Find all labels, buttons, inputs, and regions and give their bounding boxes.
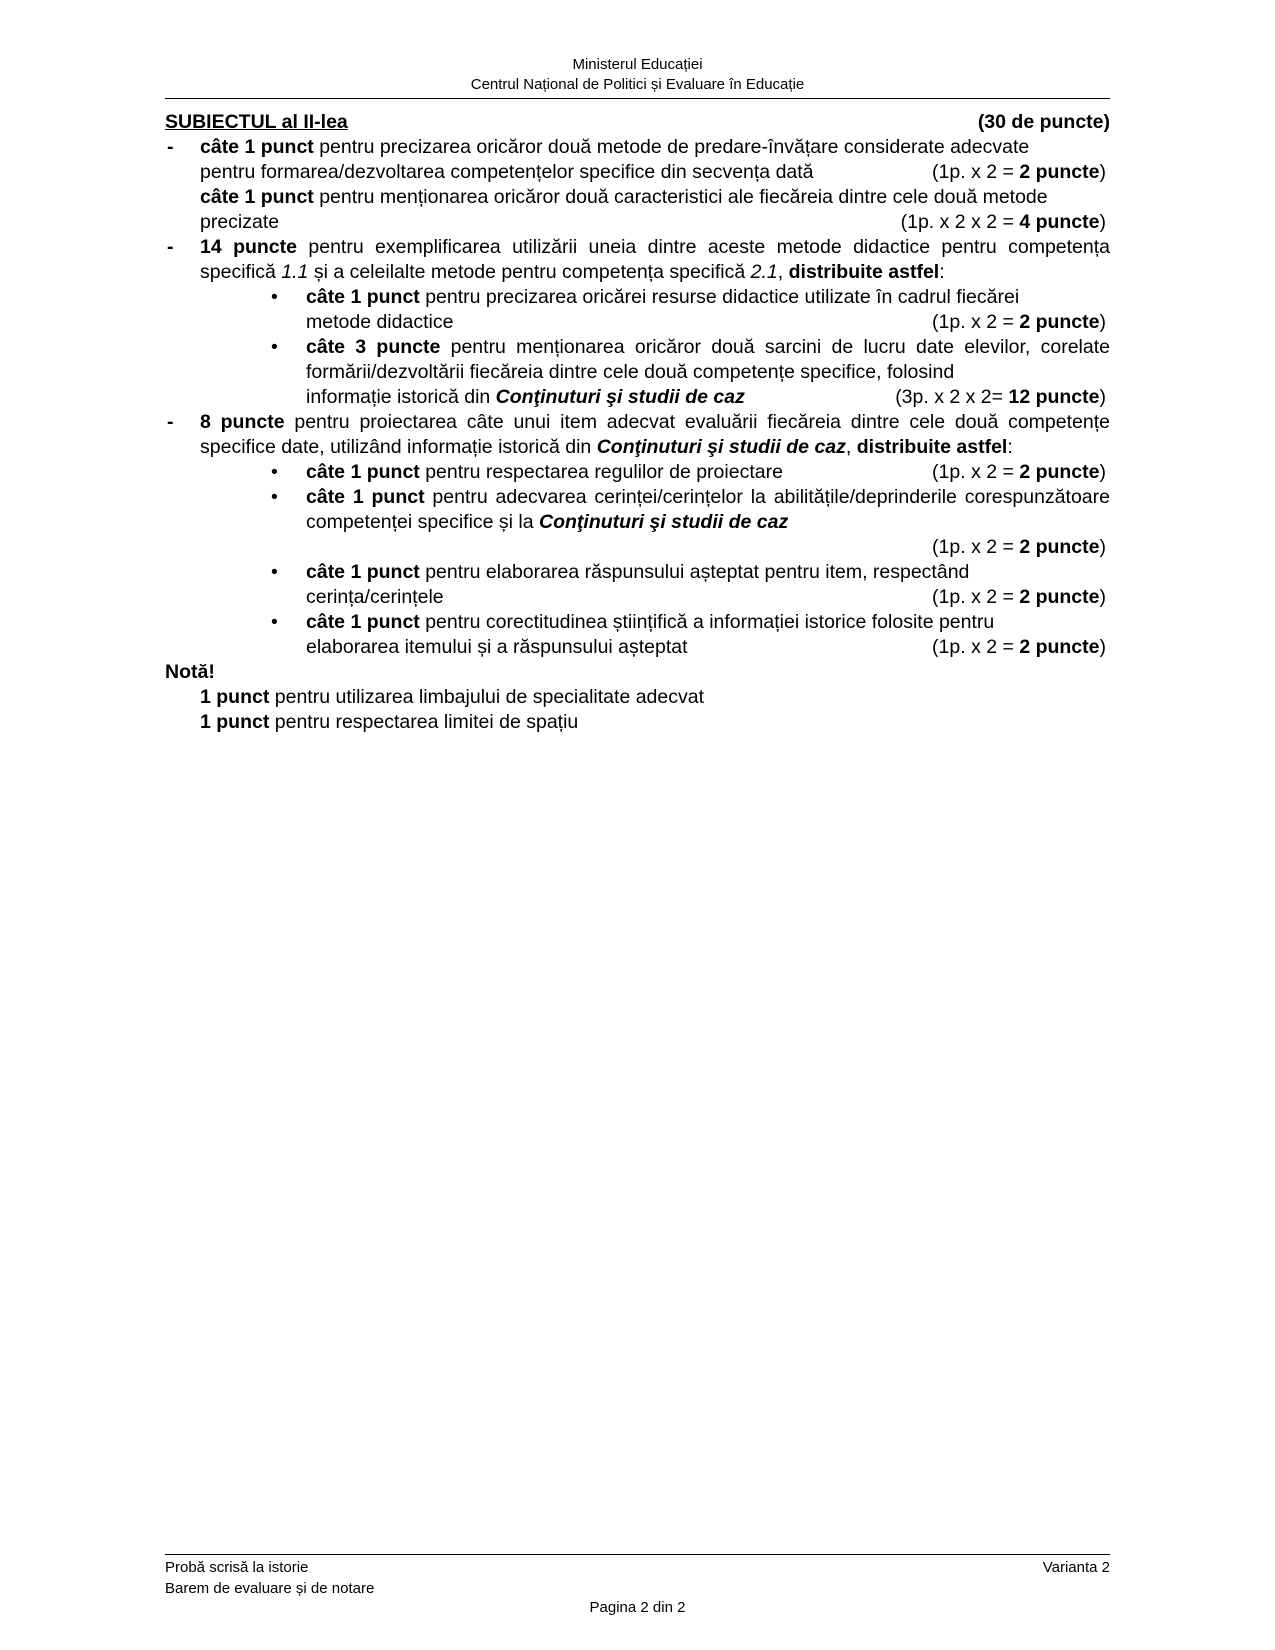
- score: (1p. x 2 = 2 puncte): [932, 536, 1106, 558]
- bullet-resources: • câte 1 punct pentru precizarea oricărei resurse didactice utilizate în cadrul fiecărei metode didactice (1p. x 2 = 2 puncte): [165, 285, 1110, 335]
- page-header: [165, 55, 1110, 95]
- bullet-correctness: • câte 1 punct pentru corectitudinea științifică a informației istorice folosite pentru elaborarea itemului și a răspunsului așteptat (1p. x 2 = 2 puncte): [165, 610, 1110, 660]
- score: (1p. x 2 = 2 puncte): [932, 161, 1106, 183]
- dash-marker: -: [167, 411, 174, 433]
- criterion-line: câte 1 punct pentru precizarea oricăror două metode de predare-învățare considerate adecvate: [200, 136, 1030, 158]
- bullet-marker: •: [271, 286, 278, 308]
- header-center: Centrul Național de Politici și Evaluare în Educație: [470, 76, 805, 93]
- subject-points: (30 de puncte): [977, 111, 1110, 133]
- note-item-space: 1 punct pentru respectarea limitei de spațiu: [200, 711, 579, 733]
- bullet-marker: •: [271, 561, 278, 583]
- header-divider: [165, 98, 1110, 99]
- score: (1p. x 2 x 2 = 4 puncte): [900, 211, 1106, 233]
- bullet-marker: •: [271, 461, 278, 483]
- criterion-methods: [165, 135, 1110, 235]
- bullet-design-rules: • câte 1 punct pentru respectarea regulilor de proiectare (1p. x 2 = 2 puncte): [165, 460, 1110, 485]
- criterion-line: câte 1 punct pentru menționarea oricăror două caracteristici ale fiecăreia dintre cele două metode: [200, 186, 1048, 208]
- criterion-item-design: [165, 410, 1110, 460]
- subject-title: SUBIECTUL al II-lea: [165, 111, 348, 133]
- page-number: Pagina 2 din 2: [589, 1599, 686, 1616]
- subject-heading: [165, 110, 1110, 135]
- score: (1p. x 2 = 2 puncte): [932, 636, 1106, 658]
- bullet-tasks: • câte 3 puncte pentru menționarea oricăror două sarcini de lucru date elevilor, corelate formării/dezvoltării fiecăreia dintre cele două competențe specifice, folosind informație istorică din Conţinuturi şi studii de caz (3p. x 2 x 2= 12 puncte): [271, 336, 1110, 408]
- criterion-line: precizate (1p. x 2 x 2 = 4 puncte): [200, 210, 1110, 235]
- footer-exam: Probă scrisă la istorie: [165, 1559, 309, 1576]
- bullet-marker: •: [271, 336, 278, 358]
- criterion-text: 8 puncte pentru proiectarea câte unui item adecvat evaluării fiecăreia dintre cele două competențe specifice date, utilizând informație istorică din Conţinuturi şi studii de caz, distribuite astfel:: [200, 411, 1110, 458]
- score: (1p. x 2 = 2 puncte): [932, 586, 1106, 608]
- bullet-marker: •: [271, 611, 278, 633]
- score: (1p. x 2 = 2 puncte): [932, 461, 1106, 483]
- footer-variant: Varianta 2: [1042, 1559, 1110, 1576]
- footer-barem: Barem de evaluare și de notare: [165, 1580, 375, 1597]
- criterion-exemplification: [165, 235, 1110, 285]
- criterion-text: 14 puncte pentru exemplificarea utilizării uneia dintre aceste metode didactice pentru competența specifică 1.1 și a celeilalte metode pentru competența specifică 2.1, distribuite astfel:: [200, 236, 1110, 283]
- grading-content: [165, 110, 1110, 735]
- footer-left: [165, 1557, 374, 1599]
- note-title: Notă!: [165, 661, 215, 683]
- bullet-marker: •: [271, 486, 278, 508]
- bullet-expected-answer: • câte 1 punct pentru elaborarea răspunsului așteptat pentru item, respectând cerința/cerințele (1p. x 2 = 2 puncte): [165, 560, 1110, 610]
- header-ministry: Ministerul Educației: [572, 56, 703, 73]
- score: (1p. x 2 = 2 puncte): [932, 311, 1106, 333]
- note-item-language: 1 punct pentru utilizarea limbajului de specialitate adecvat: [200, 686, 705, 708]
- criterion-line: pentru formarea/dezvoltarea competențelor specifice din secvența dată (1p. x 2 = 2 puncte): [200, 160, 1110, 185]
- footer-divider: [165, 1554, 1110, 1555]
- dash-marker: -: [167, 236, 174, 258]
- dash-marker: -: [167, 136, 174, 158]
- score: (3p. x 2 x 2= 12 puncte): [895, 386, 1106, 408]
- bullet-adequacy: • câte 1 punct pentru adecvarea cerinței/cerințelor la abilitățile/deprinderile corespunzătoare competenței specifice și la Conţinuturi şi studii de caz (1p. x 2 = 2 puncte): [271, 486, 1110, 558]
